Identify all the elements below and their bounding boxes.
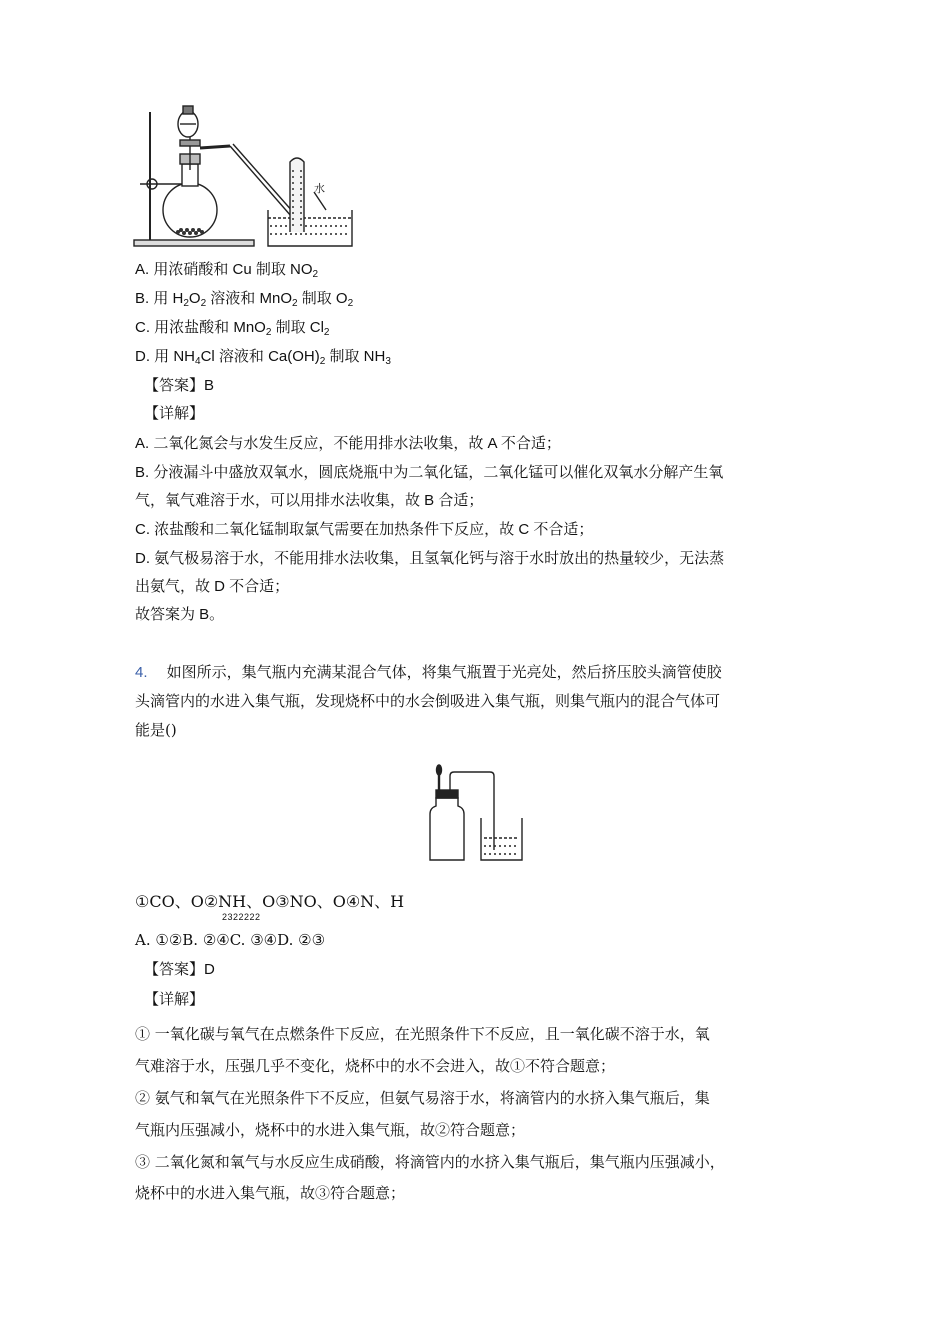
q3-answer: 【答案】B (144, 377, 215, 394)
q4-stem-line: 4. 如图所示，集气瓶内充满某混合气体，将集气瓶置于光亮处，然后挤压胶头滴管使胶 (135, 663, 722, 681)
q3-explanation-line: 出氨气，故 D 不合适； (135, 578, 290, 595)
q4-options: A. ①②B. ②④C. ③④D. ②③ (135, 931, 326, 949)
q3-explanation-line: 气，氧气难溶于水，可以用排水法收集，故 B 合适； (135, 492, 484, 509)
q3-explanation-line: D. 氨气极易溶于水，不能用排水法收集，且氢氧化钙与溶于水时放出的热量较少，无法蒸 (135, 550, 725, 567)
q4-explanation-line: ② 氨气和氧气在光照条件下不反应，但氨气易溶于水，将滴管内的水挤入集气瓶后，集 (135, 1089, 710, 1107)
q3-explanation-line: A. 二氧化氮会与水发生反应，不能用排水法收集，故 A 不合适； (135, 435, 561, 452)
q4-explanation-line: 气难溶于水，压强几乎不变化，烧杯中的水不会进入，故①不符合题意； (135, 1057, 616, 1075)
apparatus-figure-2 (426, 764, 528, 864)
q4-explanation-line: ③ 二氧化氮和氧气与水反应生成硝酸，将滴管内的水挤入集气瓶后，集气瓶内压强减小， (135, 1153, 725, 1171)
q4-explanation-line: 气瓶内压强减小，烧杯中的水进入集气瓶，故②符合题意； (135, 1121, 526, 1139)
water-label: 水 (314, 182, 325, 195)
q3-explanation-line: 故答案为 B。 (135, 606, 225, 623)
option-a: A. 用浓硝酸和 Cu 制取 $NO_2$ (135, 261, 319, 280)
option-b: B. 用 $H_2O_2$ 溶液和 MnO$_2$ 制取 $O_2$ (135, 290, 354, 309)
q3-explanation-line: C. 浓盐酸和二氧化锰制取氯气需要在加热条件下反应，故 C 不合适； (135, 521, 594, 538)
q4-explanation-line: ① 一氧化碳与氧气在点燃条件下反应，在光照条件下不反应，且一氧化碳不溶于水，氧 (135, 1025, 710, 1043)
q4-stem-line: 能是() (135, 721, 177, 739)
option-c: C. 用浓盐酸和 MnO$_2$ 制取 $Cl_2$ (135, 319, 330, 338)
q4-choices-subscripts: 2322222 (222, 912, 261, 922)
apparatus-figure-1 (130, 100, 370, 252)
q4-choices: ①CO、O②NH、O③NO、O④N、H (135, 892, 405, 911)
q4-stem-line: 头滴管内的水进入集气瓶，发现烧杯中的水会倒吸进入集气瓶，则集气瓶内的混合气体可 (135, 692, 721, 710)
option-d: D. 用 $NH_4Cl$ 溶液和 $Ca(OH)_2$ 制取 $NH_3$ (135, 348, 391, 367)
q3-explanation-line: B. 分液漏斗中盛放双氧水，圆底烧瓶中为二氧化锰，二氧化锰可以催化双氧水分解产生氧 (135, 464, 724, 481)
q4-explanation-line: 烧杯中的水进入集气瓶，故③符合题意； (135, 1184, 406, 1202)
q3-detail-label: 【详解】 (144, 405, 205, 422)
question-number: 4. (135, 664, 148, 681)
q4-answer: 【答案】D (144, 961, 215, 978)
q4-detail-label: 【详解】 (144, 991, 205, 1008)
